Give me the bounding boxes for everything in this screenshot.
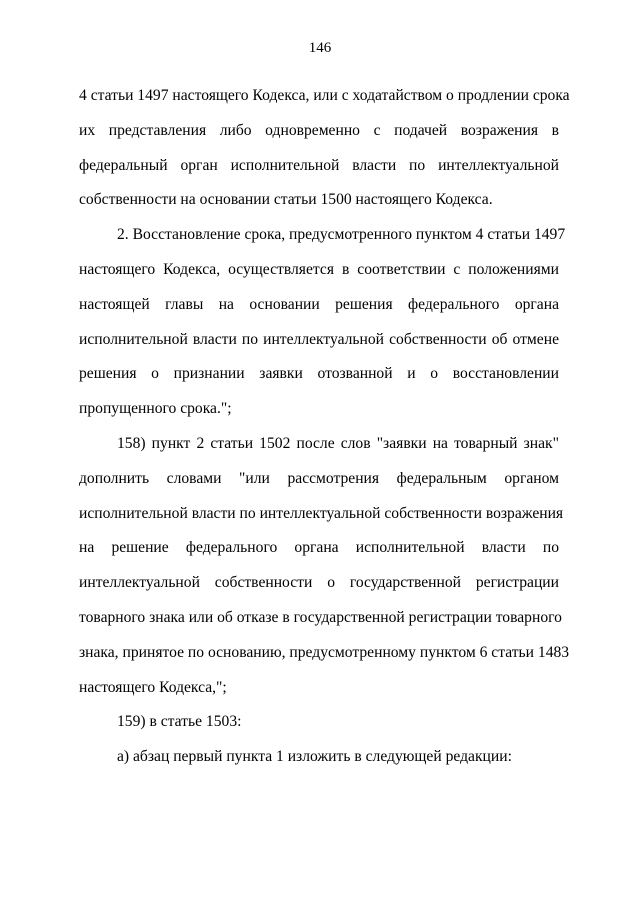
text-line: настоящей главы на основании решения федерального органа <box>79 295 559 313</box>
text-line: товарного знака или об отказе в государственной регистрации товарного <box>79 608 562 626</box>
text-line: настоящего Кодекса,"; <box>79 678 227 696</box>
text-line: а) абзац первый пункта 1 изложить в следующей редакции: <box>117 748 512 766</box>
text-line: интеллектуальной собственности о государственной регистрации <box>79 574 559 592</box>
text-line: 159) в статье 1503: <box>117 713 242 731</box>
text-line: исполнительной власти по интеллектуальной собственности об отмене <box>79 330 559 348</box>
text-line: 158) пункт 2 статьи 1502 после слов "заявки на товарный знак" <box>117 434 559 452</box>
text-line: исполнительной власти по интеллектуальной собственности возражения <box>79 504 564 522</box>
text-line: на решение федерального органа исполнительной власти по <box>79 539 559 557</box>
text-line: знака, принятое по основанию, предусмотренному пунктом 6 статьи 1483 <box>79 643 570 661</box>
text-line: 2. Восстановление срока, предусмотренного пунктом 4 статьи 1497 <box>117 226 566 244</box>
text-line: 4 статьи 1497 настоящего Кодекса, или с ходатайством о продлении срока <box>79 87 570 104</box>
page-number: 146 <box>308 40 332 56</box>
text-line: собственности на основании статьи 1500 настоящего Кодекса. <box>79 191 493 209</box>
text-line: решения о признании заявки отозванной и о восстановлении <box>79 365 559 383</box>
text-line: федеральный орган исполнительной власти по интеллектуальной <box>79 156 559 174</box>
text-line: дополнить словами "или рассмотрения федеральным органом <box>79 469 559 487</box>
document-body <box>79 84 570 780</box>
text-line: пропущенного срока."; <box>79 400 232 418</box>
text-line: настоящего Кодекса, осуществляется в соответствии с положениями <box>79 260 559 278</box>
text-line: их представления либо одновременно с подачей возражения в <box>79 121 559 139</box>
